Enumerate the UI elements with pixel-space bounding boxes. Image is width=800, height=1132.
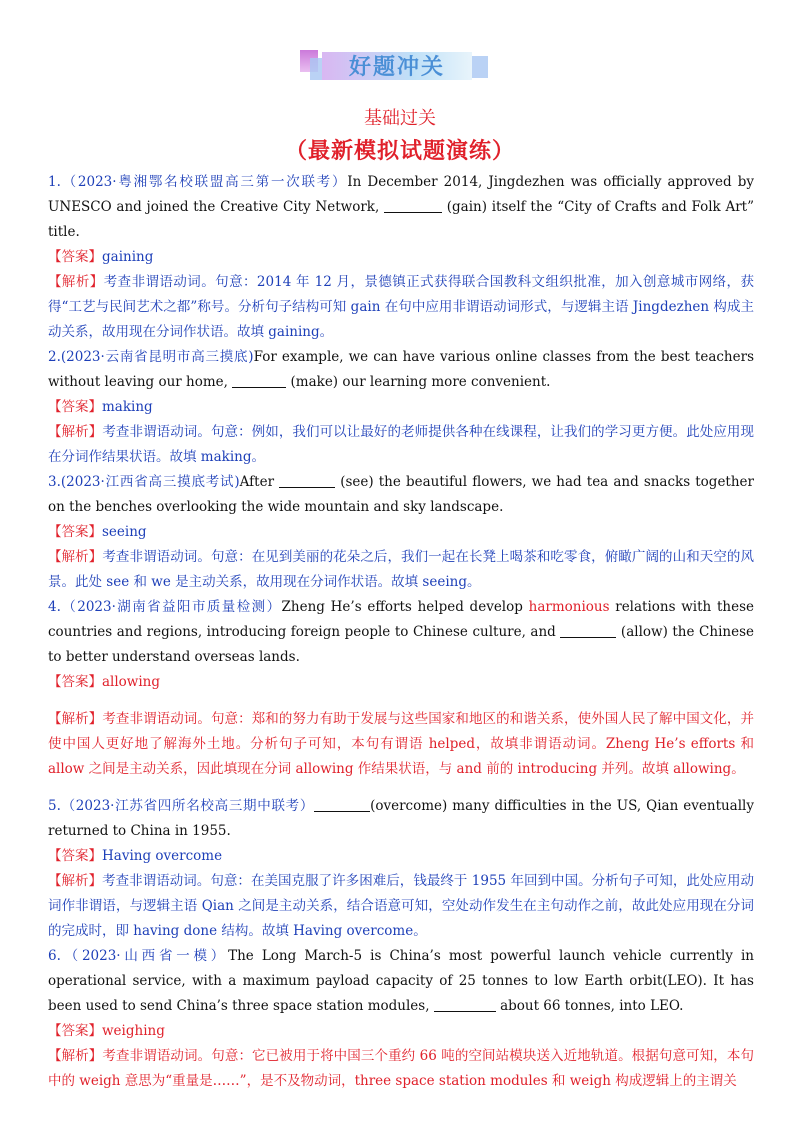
- analysis-label: 【解析】: [48, 1048, 103, 1064]
- question-list: [48, 170, 754, 1094]
- analysis-text: 考查非谓语动词。句意：2014 年 12 月，景德镇正式获得联合国教科文组织批准，加入创意城市网络，获得“工艺与民间艺术之都”称号。分析句子结构可知 gain 在句中应用非谓语动词形式，与逻辑主语 Jingdezhen 构成主动关系，故用现在分词作状语。故填 gaining。: [48, 274, 754, 340]
- answer-blank: [232, 373, 286, 388]
- analysis-block: [48, 270, 754, 345]
- answer-line: [48, 395, 754, 420]
- analysis-label: 【解析】: [48, 549, 103, 565]
- question-source: 6.（2023·山西省一模）: [48, 948, 229, 964]
- question-text: Zheng He’s efforts helped develop: [281, 599, 529, 615]
- answer-blank: [384, 198, 442, 213]
- answer-value: gaining: [102, 249, 154, 265]
- analysis-block: [48, 545, 754, 595]
- question-text-end: (allow) the Chinese to better understand overseas lands.: [48, 624, 754, 665]
- question-2: [48, 345, 754, 395]
- answer-label: 【答案】: [48, 848, 102, 864]
- question-text: After: [239, 474, 280, 490]
- question-text: For example, we can have various online classes from the best teachers without leaving our home,: [48, 349, 754, 390]
- analysis-label: 【解析】: [48, 424, 103, 440]
- analysis-block: [48, 1044, 754, 1094]
- question-text-mid: relations with these countries and regions, introducing foreign people to Chinese culture, and: [48, 599, 754, 640]
- answer-value: weighing: [102, 1023, 165, 1039]
- question-source: 3.(2023·江西省高三摸底考试): [48, 474, 240, 490]
- answer-label: 【答案】: [48, 1023, 102, 1039]
- question-text-end: (gain) itself the “City of Crafts and Folk Art” title.: [48, 199, 754, 240]
- answer-value: making: [102, 399, 153, 415]
- answer-value: allowing: [102, 674, 161, 690]
- analysis-text: 考查非谓语动词。句意：在见到美丽的花朵之后，我们一起在长凳上喝茶和吃零食，俯瞰广阔的山和天空的风景。此处 see 和 we 是主动关系，故用现在分词作状语。故填 seeing。: [48, 549, 755, 590]
- analysis-block: [48, 707, 754, 782]
- highlighted-word: harmonious: [528, 599, 610, 615]
- question-5: [48, 794, 754, 844]
- question-1: [48, 170, 754, 245]
- question-3: [48, 470, 754, 520]
- analysis-label: 【解析】: [48, 873, 103, 889]
- analysis-label: 【解析】: [48, 274, 104, 290]
- question-text-end: about 66 tonnes, into LEO.: [495, 998, 684, 1014]
- section-subtitle: 基础过关: [364, 108, 436, 129]
- answer-line: [48, 670, 754, 695]
- answer-line: [48, 245, 754, 270]
- section-title: （最新模拟试题演练）: [284, 138, 515, 164]
- answer-line: [48, 844, 754, 869]
- analysis-text: 考查非谓语动词。句意：例如，我们可以让最好的老师提供各种在线课程，让我们的学习更方便。此处应用现在分词作结果状语。故填 making。: [48, 424, 755, 465]
- question-text: The Long March-5 is China’s most powerful launch vehicle currently in operational service, with a maximum payload capacity of 25 tonnes to low Earth orbit(LEO). It has been used to send China’s three space station modules,: [48, 948, 755, 1014]
- question-text: In December 2014, Jingdezhen was officially approved by UNESCO and joined the Creative City Network,: [48, 174, 754, 215]
- answer-label: 【答案】: [48, 399, 102, 415]
- answer-value: seeing: [102, 524, 147, 540]
- answer-label: 【答案】: [48, 674, 102, 690]
- answer-value: Having overcome: [102, 848, 223, 864]
- question-source: 5.（2023·江苏省四所名校高三期中联考）: [48, 798, 315, 814]
- question-source: 4.（2023·湖南省益阳市质量检测）: [48, 599, 282, 615]
- question-source: 2.(2023·云南省昆明市高三摸底): [48, 349, 254, 365]
- answer-blank: [560, 623, 616, 638]
- analysis-text: 考查非谓语动词。句意：郑和的努力有助于发展与这些国家和地区的和谐关系，使外国人民了解中国文化，并使中国人更好地了解海外土地。分析句子可知，本句有谓语 helped，故填非谓语动词。Zheng He’s efforts 和 allow 之间是主动关系，因此填现在分词 allowing 作结果状语，与 and 前的 introducing 并列。故填 allowing。: [48, 711, 755, 777]
- analysis-text: 考查非谓语动词。句意：在美国克服了许多困难后，钱最终于 1955 年回到中国。分析句子可知，此处应用动词作非谓语，与逻辑主语 Qian 之间是主动关系，结合语意可知，空处动作发生在主句动作之前，故此处应用现在分词的完成时，即 having done 结构。故填 Having overcome。: [48, 873, 754, 939]
- analysis-block: [48, 420, 754, 470]
- analysis-block: [48, 869, 754, 944]
- question-text-end: (make) our learning more convenient.: [286, 374, 551, 390]
- question-6: [48, 944, 754, 1019]
- banner-decoration-right: [472, 56, 488, 78]
- analysis-label: 【解析】: [48, 711, 103, 727]
- answer-blank: [279, 473, 335, 488]
- answer-blank: [434, 997, 496, 1012]
- question-text-end: (see) the beautiful flowers, we had tea and snacks together on the benches overlooking the wide mountain and sky landscape.: [48, 474, 754, 515]
- answer-line: [48, 520, 754, 545]
- answer-blank: [314, 797, 370, 812]
- question-4: [48, 595, 754, 670]
- answer-label: 【答案】: [48, 524, 102, 540]
- analysis-text: 考查非谓语动词。句意：它已被用于将中国三个重约 66 吨的空间站模块送入近地轨道。根据句意可知，本句中的 weigh 意思为“重量是……”，是不及物动词，three space station modules 和 weigh 构成逻辑上的主谓关: [48, 1048, 755, 1089]
- section-banner: [300, 44, 500, 84]
- answer-label: 【答案】: [48, 249, 102, 265]
- question-source: 1.（2023·粤湘鄂名校联盟高三第一次联考）: [48, 174, 348, 190]
- question-text-end: (overcome) many difficulties in the US, Qian eventually returned to China in 1955.: [48, 798, 754, 839]
- answer-line: [48, 1019, 754, 1044]
- banner-title: 好题冲关: [348, 55, 445, 80]
